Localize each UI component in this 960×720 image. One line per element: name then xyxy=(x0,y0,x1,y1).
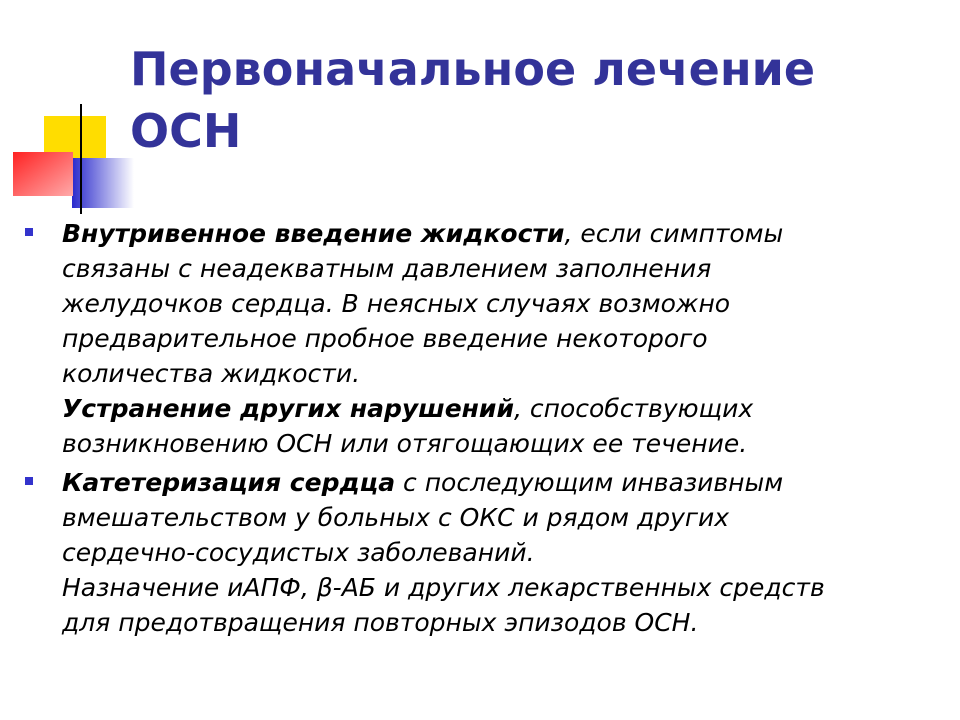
bullet-item xyxy=(22,465,937,640)
line-text: возникновению ОСН или отягощающих ее течение. xyxy=(62,429,748,458)
text-line xyxy=(62,500,937,535)
line-text: сердечно-сосудистых заболеваний. xyxy=(62,538,535,567)
square-bullet-icon xyxy=(25,477,33,485)
line-text: Назначение иАПФ, β-АБ и других лекарственных средств xyxy=(62,573,825,602)
text-line xyxy=(62,570,937,605)
bold-term: Устранение других нарушений xyxy=(62,394,514,423)
line-text: связаны с неадекватным давлением заполнения xyxy=(62,254,712,283)
line-text: желудочков сердца. В неясных случаях возможно xyxy=(62,289,731,318)
line-text: для предотвращения повторных эпизодов ОСН. xyxy=(62,608,699,637)
line-text: количества жидкости. xyxy=(62,359,361,388)
text-line xyxy=(62,321,937,356)
bold-term: Внутривенное введение жидкости xyxy=(62,219,565,248)
line-text: , способствующих xyxy=(513,394,754,423)
text-line xyxy=(62,251,937,286)
slide-title xyxy=(130,38,940,162)
bold-term: Катетеризация сердца xyxy=(62,468,396,497)
text-line xyxy=(62,216,937,251)
title-line-1: Первоначальное лечение xyxy=(130,42,816,96)
bullet-item xyxy=(22,216,937,461)
text-line xyxy=(62,605,937,640)
line-text: вмешательством у больных с ОКС и рядом других xyxy=(62,503,730,532)
red-square xyxy=(13,152,73,196)
title-line-2: ОСН xyxy=(130,104,242,158)
text-line xyxy=(62,356,937,391)
square-bullet-icon xyxy=(25,228,33,236)
text-line xyxy=(62,391,937,426)
line-text: предварительное пробное введение некоторого xyxy=(62,324,708,353)
text-line xyxy=(62,465,937,500)
line-text: , если симптомы xyxy=(564,219,784,248)
bullet-list xyxy=(22,216,937,644)
text-line xyxy=(62,286,937,321)
text-line xyxy=(62,426,937,461)
line-text: с последующим инвазивным xyxy=(395,468,784,497)
text-line xyxy=(62,535,937,570)
